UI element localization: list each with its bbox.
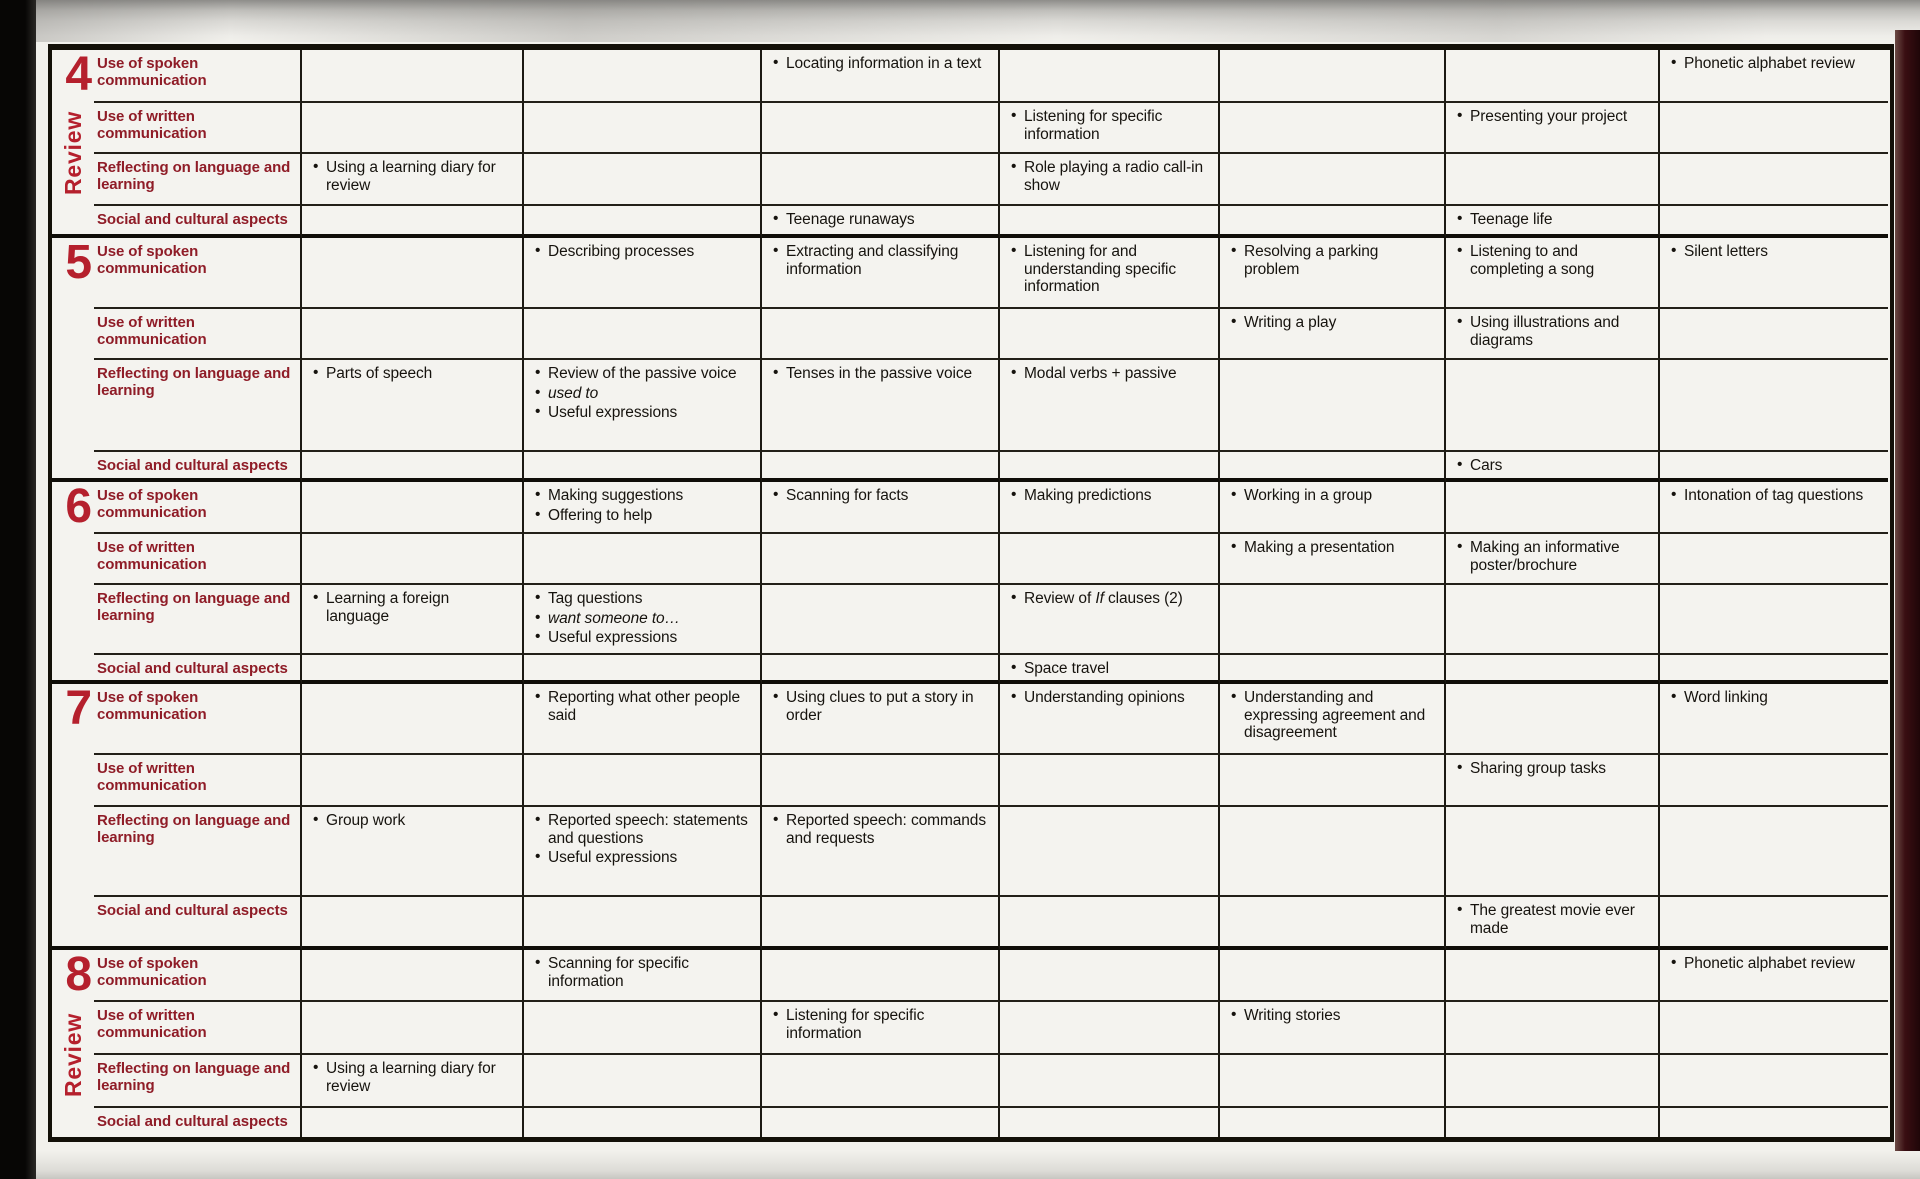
bullet-icon: • bbox=[1011, 158, 1017, 175]
syllabus-cell bbox=[524, 950, 762, 1002]
book-cover-edge bbox=[1895, 30, 1920, 1179]
syllabus-cell bbox=[1220, 1108, 1446, 1137]
syllabus-cell bbox=[524, 755, 762, 807]
syllabus-cell bbox=[524, 238, 762, 309]
syllabus-cell bbox=[762, 655, 1000, 684]
syllabus-cell bbox=[762, 755, 1000, 807]
unit-number: 5 bbox=[65, 238, 92, 289]
bullet-icon: • bbox=[535, 486, 541, 503]
syllabus-cell bbox=[1660, 897, 1888, 950]
syllabus-cell bbox=[762, 534, 1000, 585]
bullet-item: • Listening for and understanding specific information bbox=[1011, 242, 1177, 296]
syllabus-cell bbox=[1446, 585, 1660, 655]
syllabus-cell bbox=[302, 50, 524, 103]
bullet-icon: • bbox=[1231, 688, 1237, 705]
syllabus-cell bbox=[1000, 655, 1220, 684]
unit-marker-cell bbox=[52, 238, 94, 482]
syllabus-cell bbox=[1000, 585, 1220, 655]
syllabus-cell bbox=[1220, 103, 1446, 154]
syllabus-cell bbox=[1660, 482, 1888, 534]
syllabus-table bbox=[48, 44, 1894, 1142]
row-category-label: Use of written communication bbox=[94, 534, 302, 585]
syllabus-cell bbox=[1000, 482, 1220, 534]
syllabus-cell bbox=[1660, 452, 1888, 482]
row-category-label: Social and cultural aspects bbox=[94, 206, 302, 238]
syllabus-cell bbox=[1660, 807, 1888, 897]
row-category-label: Reflecting on language and learning bbox=[94, 154, 302, 206]
bullet-item: • Role playing a radio call-in show bbox=[1011, 158, 1203, 194]
syllabus-cell bbox=[1000, 950, 1220, 1002]
bullet-icon: • bbox=[1011, 486, 1017, 503]
bullet-icon: • bbox=[773, 486, 779, 503]
bullet-item: • Reporting what other people said bbox=[535, 688, 741, 724]
syllabus-cell bbox=[1000, 309, 1220, 360]
syllabus-cell bbox=[762, 1055, 1000, 1108]
syllabus-cell bbox=[524, 154, 762, 206]
syllabus-cell bbox=[1660, 585, 1888, 655]
syllabus-cell bbox=[1660, 360, 1888, 452]
bullet-item: • Teenage runaways bbox=[773, 210, 915, 228]
bullet-icon: • bbox=[773, 811, 779, 828]
syllabus-cell bbox=[1000, 154, 1220, 206]
row-category-label: Use of spoken communication bbox=[94, 684, 302, 755]
bullet-item: • Making suggestions bbox=[535, 486, 684, 504]
syllabus-cell bbox=[302, 950, 524, 1002]
syllabus-cell bbox=[302, 238, 524, 309]
syllabus-cell bbox=[1660, 1055, 1888, 1108]
syllabus-cell bbox=[524, 309, 762, 360]
syllabus-cell bbox=[1220, 897, 1446, 950]
syllabus-cell bbox=[1000, 1055, 1220, 1108]
syllabus-cell bbox=[524, 50, 762, 103]
syllabus-cell bbox=[1220, 655, 1446, 684]
bullet-item: • Group work bbox=[313, 811, 406, 829]
syllabus-cell bbox=[524, 534, 762, 585]
syllabus-cell bbox=[1446, 1055, 1660, 1108]
bullet-item: • Extracting and classifying information bbox=[773, 242, 959, 278]
syllabus-cell bbox=[302, 585, 524, 655]
bullet-icon: • bbox=[535, 505, 541, 523]
syllabus-cell bbox=[762, 1002, 1000, 1055]
bullet-icon: • bbox=[773, 1006, 779, 1023]
syllabus-cell bbox=[1446, 452, 1660, 482]
bullet-item: • Offering to help bbox=[535, 505, 653, 524]
syllabus-cell bbox=[1446, 1002, 1660, 1055]
bullet-icon: • bbox=[1457, 313, 1463, 330]
syllabus-cell bbox=[1220, 206, 1446, 238]
syllabus-cell bbox=[524, 206, 762, 238]
review-vertical-label: Review bbox=[59, 1012, 86, 1097]
bullet-icon: • bbox=[773, 210, 779, 227]
bullet-icon: • bbox=[773, 364, 779, 381]
syllabus-cell bbox=[1220, 684, 1446, 755]
syllabus-cell bbox=[1000, 755, 1220, 807]
syllabus-cell bbox=[1220, 154, 1446, 206]
syllabus-cell bbox=[1446, 309, 1660, 360]
bullet-item: • Useful expressions bbox=[535, 848, 678, 867]
syllabus-cell bbox=[302, 1108, 524, 1137]
bullet-item: • Understanding and expressing agreement and disagreement bbox=[1231, 688, 1426, 742]
row-category-label: Reflecting on language and learning bbox=[94, 1055, 302, 1108]
bullet-icon: • bbox=[1457, 107, 1463, 124]
bullet-item: • Presenting your project bbox=[1457, 107, 1628, 125]
syllabus-cell bbox=[302, 655, 524, 684]
syllabus-cell bbox=[302, 534, 524, 585]
bullet-item: • Useful expressions bbox=[535, 403, 678, 422]
syllabus-cell bbox=[1000, 807, 1220, 897]
bullet-icon: • bbox=[535, 364, 541, 381]
syllabus-cell bbox=[1446, 482, 1660, 534]
syllabus-cell bbox=[302, 807, 524, 897]
bullet-item: • Space travel bbox=[1011, 659, 1109, 677]
bullet-item: • Making predictions bbox=[1011, 486, 1152, 504]
syllabus-cell bbox=[1220, 452, 1446, 482]
bullet-item: • Describing processes bbox=[535, 242, 695, 260]
bullet-icon: • bbox=[535, 242, 541, 259]
syllabus-cell bbox=[524, 1108, 762, 1137]
syllabus-cell bbox=[1000, 206, 1220, 238]
syllabus-cell bbox=[762, 206, 1000, 238]
syllabus-cell bbox=[524, 807, 762, 897]
bullet-icon: • bbox=[535, 403, 541, 421]
unit-number: 7 bbox=[65, 684, 92, 735]
bullet-icon: • bbox=[1671, 954, 1677, 971]
unit-marker-cell bbox=[52, 50, 94, 238]
bullet-item: • The greatest movie ever made bbox=[1457, 901, 1635, 937]
unit-marker-cell bbox=[52, 684, 94, 950]
syllabus-cell bbox=[1446, 50, 1660, 103]
syllabus-cell bbox=[1220, 482, 1446, 534]
syllabus-cell bbox=[302, 309, 524, 360]
bullet-icon: • bbox=[1457, 242, 1463, 259]
syllabus-cell bbox=[762, 50, 1000, 103]
syllabus-cell bbox=[1000, 1002, 1220, 1055]
syllabus-cell bbox=[302, 103, 524, 154]
bullet-icon: • bbox=[535, 688, 541, 705]
scan-top-shadow bbox=[0, 0, 1920, 42]
bullet-icon: • bbox=[313, 811, 319, 828]
syllabus-cell bbox=[1000, 452, 1220, 482]
bullet-item: • Making a presentation bbox=[1231, 538, 1395, 556]
row-category-label: Reflecting on language and learning bbox=[94, 360, 302, 452]
bullet-icon: • bbox=[313, 158, 319, 175]
syllabus-cell bbox=[1660, 655, 1888, 684]
bullet-item: • Phonetic alphabet review bbox=[1671, 54, 1855, 72]
row-category-label: Use of written communication bbox=[94, 755, 302, 807]
bullet-icon: • bbox=[1671, 688, 1677, 705]
syllabus-cell bbox=[1446, 1108, 1660, 1137]
syllabus-cell bbox=[762, 482, 1000, 534]
bullet-item: • Using clues to put a story in order bbox=[773, 688, 974, 724]
syllabus-cell bbox=[1446, 950, 1660, 1002]
bullet-item: • Using illustrations and diagrams bbox=[1457, 313, 1620, 349]
row-category-label: Use of spoken communication bbox=[94, 482, 302, 534]
bullet-item: • Reported speech: statements and questions bbox=[535, 811, 748, 847]
syllabus-cell bbox=[524, 684, 762, 755]
bullet-icon: • bbox=[535, 608, 541, 626]
bullet-icon: • bbox=[313, 589, 319, 606]
syllabus-cell bbox=[524, 585, 762, 655]
bullet-item: • Listening for specific information bbox=[1011, 107, 1163, 143]
bullet-icon: • bbox=[1457, 759, 1463, 776]
syllabus-cell bbox=[1446, 103, 1660, 154]
syllabus-cell bbox=[302, 684, 524, 755]
bullet-icon: • bbox=[1011, 242, 1017, 259]
syllabus-cell bbox=[1000, 103, 1220, 154]
syllabus-cell bbox=[524, 360, 762, 452]
bullet-icon: • bbox=[535, 848, 541, 866]
syllabus-cell bbox=[524, 655, 762, 684]
bullet-item: • Listening for specific information bbox=[773, 1006, 925, 1042]
bullet-icon: • bbox=[1231, 1006, 1237, 1023]
bullet-item: • Scanning for specific information bbox=[535, 954, 689, 990]
syllabus-cell bbox=[762, 238, 1000, 309]
bullet-item: • used to bbox=[535, 383, 599, 402]
syllabus-cell bbox=[1220, 755, 1446, 807]
row-category-label: Social and cultural aspects bbox=[94, 655, 302, 684]
bullet-icon: • bbox=[1011, 107, 1017, 124]
syllabus-cell bbox=[1660, 1002, 1888, 1055]
bullet-icon: • bbox=[1011, 659, 1017, 676]
bullet-item: • Teenage life bbox=[1457, 210, 1553, 228]
row-category-label: Use of spoken communication bbox=[94, 50, 302, 103]
syllabus-cell bbox=[302, 482, 524, 534]
syllabus-cell bbox=[1220, 50, 1446, 103]
syllabus-cell bbox=[1660, 154, 1888, 206]
bullet-icon: • bbox=[535, 628, 541, 646]
syllabus-cell bbox=[762, 103, 1000, 154]
syllabus-cell bbox=[1660, 950, 1888, 1002]
syllabus-cell bbox=[1660, 238, 1888, 309]
syllabus-cell bbox=[762, 154, 1000, 206]
syllabus-cell bbox=[302, 452, 524, 482]
bullet-item: • Word linking bbox=[1671, 688, 1768, 706]
syllabus-cell bbox=[1660, 103, 1888, 154]
bullet-item: • Listening to and completing a song bbox=[1457, 242, 1595, 278]
bullet-icon: • bbox=[1457, 901, 1463, 918]
syllabus-cell bbox=[1000, 238, 1220, 309]
review-vertical-label: Review bbox=[59, 110, 86, 196]
syllabus-cell bbox=[1000, 534, 1220, 585]
unit-marker-cell bbox=[52, 950, 94, 1137]
row-category-label: Social and cultural aspects bbox=[94, 897, 302, 950]
bullet-icon: • bbox=[773, 242, 779, 259]
bullet-icon: • bbox=[773, 54, 779, 71]
syllabus-cell bbox=[762, 360, 1000, 452]
syllabus-cell bbox=[524, 1055, 762, 1108]
unit-number: 6 bbox=[65, 482, 92, 533]
syllabus-cell bbox=[762, 309, 1000, 360]
bullet-icon: • bbox=[1231, 313, 1237, 330]
syllabus-cell bbox=[302, 154, 524, 206]
row-category-label: Reflecting on language and learning bbox=[94, 807, 302, 897]
bullet-icon: • bbox=[313, 364, 319, 381]
bullet-item: • Reported speech: commands and requests bbox=[773, 811, 986, 847]
bullet-item: • Parts of speech bbox=[313, 364, 433, 382]
bullet-item: • Sharing group tasks bbox=[1457, 759, 1606, 777]
bullet-icon: • bbox=[1231, 486, 1237, 503]
bullet-icon: • bbox=[535, 589, 541, 606]
syllabus-cell bbox=[1220, 534, 1446, 585]
bullet-icon: • bbox=[1457, 456, 1463, 473]
bullet-item: • Scanning for facts bbox=[773, 486, 909, 504]
bullet-icon: • bbox=[313, 1059, 319, 1076]
syllabus-cell bbox=[1446, 655, 1660, 684]
syllabus-cell bbox=[302, 1002, 524, 1055]
row-category-label: Use of spoken communication bbox=[94, 238, 302, 309]
bullet-icon: • bbox=[1671, 242, 1677, 259]
syllabus-cell bbox=[762, 1108, 1000, 1137]
syllabus-cell bbox=[1660, 1108, 1888, 1137]
syllabus-cell bbox=[1660, 684, 1888, 755]
syllabus-cell bbox=[1660, 50, 1888, 103]
syllabus-cell bbox=[1660, 309, 1888, 360]
row-category-label: Social and cultural aspects bbox=[94, 1108, 302, 1137]
syllabus-cell bbox=[1000, 50, 1220, 103]
syllabus-cell bbox=[524, 1002, 762, 1055]
bullet-item: • Resolving a parking problem bbox=[1231, 242, 1379, 278]
page-bottom-shadow bbox=[36, 1151, 1920, 1179]
syllabus-cell bbox=[1446, 154, 1660, 206]
bullet-item: • Modal verbs + passive bbox=[1011, 364, 1177, 382]
unit-marker-cell bbox=[52, 482, 94, 684]
bullet-item: • Useful expressions bbox=[535, 628, 678, 647]
syllabus-cell bbox=[1446, 206, 1660, 238]
syllabus-cell bbox=[1220, 360, 1446, 452]
syllabus-cell bbox=[762, 585, 1000, 655]
bullet-item: • Phonetic alphabet review bbox=[1671, 954, 1855, 972]
bullet-icon: • bbox=[535, 811, 541, 828]
syllabus-cell bbox=[762, 807, 1000, 897]
syllabus-cell bbox=[1220, 950, 1446, 1002]
syllabus-cell bbox=[762, 684, 1000, 755]
bullet-icon: • bbox=[1671, 54, 1677, 71]
bullet-icon: • bbox=[1231, 538, 1237, 555]
bullet-icon: • bbox=[1011, 589, 1017, 606]
bullet-item: • Tenses in the passive voice bbox=[773, 364, 972, 382]
row-category-label: Use of written communication bbox=[94, 309, 302, 360]
syllabus-cell bbox=[762, 897, 1000, 950]
bullet-icon: • bbox=[535, 954, 541, 971]
syllabus-cell bbox=[1446, 238, 1660, 309]
row-category-label: Use of written communication bbox=[94, 1002, 302, 1055]
syllabus-cell bbox=[1446, 684, 1660, 755]
syllabus-cell bbox=[1446, 534, 1660, 585]
syllabus-cell bbox=[302, 360, 524, 452]
bullet-item: • want someone to… bbox=[535, 608, 680, 627]
syllabus-cell bbox=[302, 755, 524, 807]
bullet-icon: • bbox=[1231, 242, 1237, 259]
row-category-label: Use of spoken communication bbox=[94, 950, 302, 1002]
bullet-item: • Using a learning diary for review bbox=[313, 158, 496, 194]
unit-number: 4 bbox=[65, 50, 92, 101]
bullet-icon: • bbox=[535, 383, 541, 401]
bullet-icon: • bbox=[1671, 486, 1677, 503]
syllabus-cell bbox=[1000, 360, 1220, 452]
syllabus-cell bbox=[302, 1055, 524, 1108]
syllabus-cell bbox=[1000, 1108, 1220, 1137]
syllabus-cell bbox=[762, 950, 1000, 1002]
syllabus-cell bbox=[524, 103, 762, 154]
bullet-icon: • bbox=[1457, 538, 1463, 555]
syllabus-cell bbox=[1220, 309, 1446, 360]
syllabus-cell bbox=[302, 206, 524, 238]
bullet-item: • Locating information in a text bbox=[773, 54, 982, 72]
bullet-item: • Cars bbox=[1457, 456, 1503, 474]
bullet-item: • Tag questions bbox=[535, 589, 643, 607]
book-gutter-edge bbox=[0, 0, 36, 1179]
bullet-item: • Writing stories bbox=[1231, 1006, 1341, 1024]
syllabus-cell bbox=[1446, 807, 1660, 897]
row-category-label: Social and cultural aspects bbox=[94, 452, 302, 482]
syllabus-cell bbox=[1000, 684, 1220, 755]
bullet-item: • Review of the passive voice bbox=[535, 364, 737, 382]
row-category-label: Reflecting on language and learning bbox=[94, 585, 302, 655]
syllabus-cell bbox=[1446, 360, 1660, 452]
bullet-item: • Writing a play bbox=[1231, 313, 1337, 331]
bullet-item: • Review of If clauses (2) bbox=[1011, 589, 1183, 607]
bullet-item: • Understanding opinions bbox=[1011, 688, 1185, 706]
syllabus-cell bbox=[1220, 1055, 1446, 1108]
bullet-icon: • bbox=[1011, 364, 1017, 381]
syllabus-cell bbox=[1220, 238, 1446, 309]
bullet-icon: • bbox=[773, 688, 779, 705]
bullet-item: • Intonation of tag questions bbox=[1671, 486, 1864, 504]
syllabus-cell bbox=[1220, 585, 1446, 655]
bullet-item: • Working in a group bbox=[1231, 486, 1373, 504]
bullet-item: • Learning a foreign language bbox=[313, 589, 450, 625]
syllabus-cell bbox=[1000, 897, 1220, 950]
syllabus-cell bbox=[1220, 807, 1446, 897]
syllabus-cell bbox=[1660, 206, 1888, 238]
bullet-item: • Making an informative poster/brochure bbox=[1457, 538, 1620, 574]
bullet-item: • Silent letters bbox=[1671, 242, 1768, 260]
bullet-icon: • bbox=[1011, 688, 1017, 705]
syllabus-cell bbox=[524, 452, 762, 482]
syllabus-cell bbox=[524, 897, 762, 950]
syllabus-cell bbox=[524, 482, 762, 534]
syllabus-cell bbox=[1446, 897, 1660, 950]
syllabus-cell bbox=[1446, 755, 1660, 807]
row-category-label: Use of written communication bbox=[94, 103, 302, 154]
unit-number: 8 bbox=[65, 950, 92, 1001]
bullet-icon: • bbox=[1457, 210, 1463, 227]
syllabus-cell bbox=[1660, 755, 1888, 807]
syllabus-cell bbox=[1660, 534, 1888, 585]
syllabus-cell bbox=[1220, 1002, 1446, 1055]
bullet-item: • Using a learning diary for review bbox=[313, 1059, 496, 1095]
syllabus-cell bbox=[302, 897, 524, 950]
syllabus-cell bbox=[762, 452, 1000, 482]
